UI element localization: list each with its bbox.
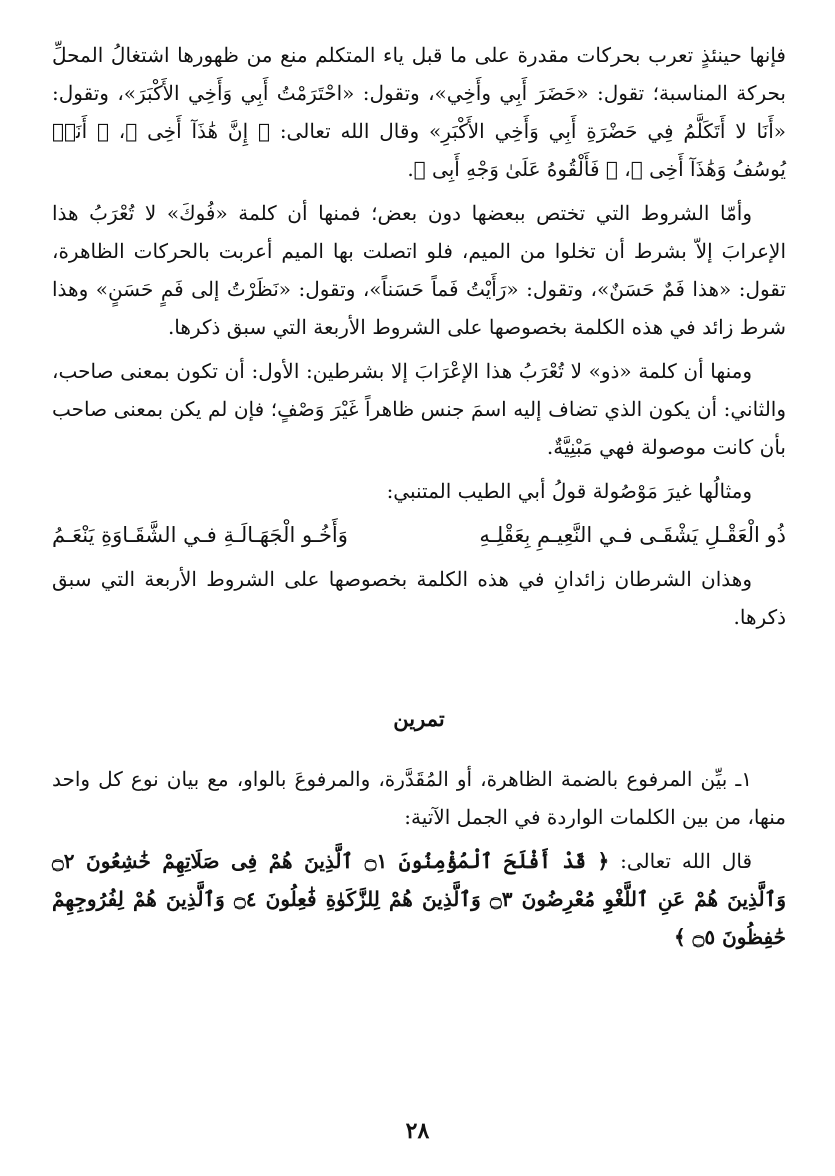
page-body: [52, 36, 786, 962]
poetry-verse: [52, 516, 786, 554]
paragraph-2: وأمّا الشروط التي تختص ببعضها دون بعض؛ فمنها أن كلمة «فُوكَ» لا تُعْرَبُ هذا الإعرابَ إلاّ بشرط أن تخلوا من الميم، فلو اتصلت بها الميم أعربت بالحركات الظاهرة، تقول: «هذا فَمٌ حَسَنٌ»، وتقول: «رَأَيْتُ فَماً حَسَناً»، وتقول: «نَظَرْتُ إلى فَمٍ حَسَنٍ» وهذا شرط زائد في هذه الكلمة بخصوصها على الشروط الأربعة التي سبق ذكرها.: [52, 201, 786, 339]
verse-first-hemistich: ذُو الْعَقْـلِ يَشْقَـى فـي النَّعِيـمِ بِعَقْلِـهِ: [479, 523, 786, 547]
exercise-item-1: ١ـ بيِّن المرفوع بالضمة الظاهرة، أو المُقَدَّرة، والمرفوعَ بالواو، مع بيان نوع كل واحد منها، من بين الكلمات الواردة في الجمل الآتية:: [52, 767, 786, 829]
paragraph-4: ومثالُها غيرَ مَوْصُولة قولُ أبي الطيب المتنبي:: [386, 479, 752, 503]
quran-passage: [52, 842, 786, 956]
exercise-heading: تمرين: [393, 706, 445, 731]
page-number: ٢٨: [405, 1118, 430, 1144]
quran-text: ﴿ قَدْ أَفْلَحَ ٱلْمُؤْمِنُونَ ۝١ ٱلَّذِينَ هُمْ فِى صَلَاتِهِمْ خَٰشِعُونَ ۝٢ وَٱلَّذِينَ هُمْ عَنِ ٱللَّغْوِ مُعْرِضُونَ ۝٣ وَٱلَّذِينَ هُمْ لِلزَّكَوٰةِ فَٰعِلُونَ ۝٤ وَٱلَّذِينَ هُمْ لِفُرُوجِهِمْ حَٰفِظُونَ ۝٥ ﴾: [52, 849, 786, 949]
quran-intro: قال الله تعالى:: [609, 849, 753, 873]
paragraph-3: ومنها أن كلمة «ذو» لا تُعْرَبُ هذا الإعْرَابَ إلا بشرطين: الأول: أن تكون بمعنى صاحب، والثاني: أن يكون الذي تضاف إليه اسمَ جنس ظاهراً غَيْرَ وَصْفٍ؛ فإن لم يكن بمعنى صاحب بأن كانت موصولة فهي مَبْنِيَّةٌ.: [52, 359, 786, 459]
paragraph-1: فإنها حينئذٍ تعرب بحركات مقدرة على ما قبل ياء المتكلم منع من ظهورها اشتغالُ المحلِّ بحركة المناسبة؛ تقول: «حَضَرَ أَبِي وأَخِي»، وتقول: «احْتَرَمْتُ أَبِي وَأَخِي الأَكْبَرَ»، وتقول: «أَنَا لا أَتَكَلَّمُ فِي حَضْرَةِ أَبِي وَأَخِي الأَكْبَرِ» وقال الله تعالى: ﴿ إِنَّ هَٰذَآ أَخِى ﴾، ﴿ أَنَا۠ يُوسُفُ وَهَٰذَآ أَخِى ﴾، ﴿ فَأَلْقُوهُ عَلَىٰ وَجْهِ أَبِى ﴾.: [52, 43, 786, 181]
paragraph-5: وهذان الشرطان زائدانِ في هذه الكلمة بخصوصها على الشروط الأربعة التي سبق ذكرها.: [52, 567, 786, 629]
verse-second-hemistich: وَأَخُـو الْجَهَـالَـةِ فـي الشَّقَـاوَةِ يَنْعَـمُ: [52, 523, 348, 547]
